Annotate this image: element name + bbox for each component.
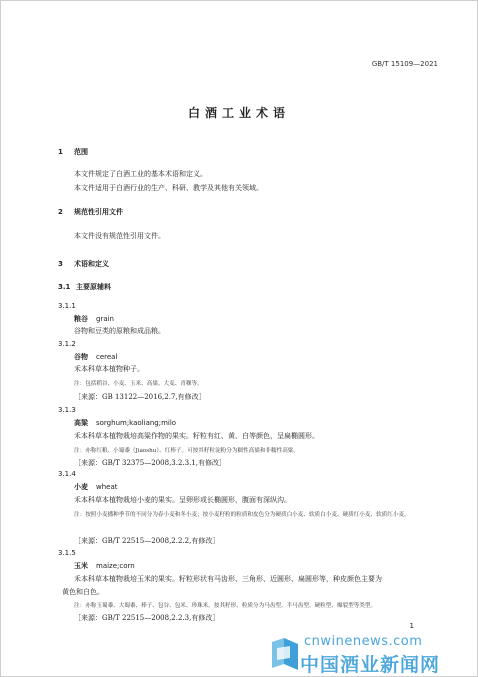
page-number: 1 [409,622,414,630]
term-note: 注：亦称玉蜀黍、大蜀黍、棒子、包谷、包米、珍珠米。按其籽形、粒质分为马齿型、半马齿型、硬粒型、爆裂型等类型。 [74,603,377,609]
term-en: grain [96,315,114,323]
term-note: 注：亦称红粮、小蜀黍（Jiaoshu）、红棒子。可按其籽粒淀粉分为糯性高粱和非糯性高粱。 [74,448,299,454]
watermark-site-name: 中国酒业新闻网 [300,654,441,676]
scope-paragraph-2: 本文件适用于白酒行业的生产、科研、教学及其他有关领域。 [74,184,263,192]
section-number: 1 [58,148,63,156]
term-definition-line-1: 禾本科草本植物栽培玉米的果实。籽粒形状有马齿形、三角形、近圆形、扁圆形等，种皮颜色主要为 [74,575,382,583]
term-source: ［来源：GB/T 32375—2008,3.2.3.1,有修改］ [74,459,227,467]
term-heading [74,418,176,428]
term-source: ［来源：GB 13122—2016,2.7,有修改］ [74,393,206,401]
term-heading [74,561,135,571]
normref-paragraph: 本文件没有规范性引用文件。 [74,232,165,240]
subsection-title: 主要原辅料 [76,283,111,291]
section-heading-1 [58,147,88,157]
section-heading-2 [58,207,123,217]
term-zh: 玉米 [74,561,88,570]
term-note: 注：包括稻谷、小麦、玉米、高粱、大麦、青稞等。 [74,381,203,387]
term-definition: 禾本科草本植物栽培高粱作物的果实。籽粒有红、黄、白等颜色，呈扁椭圆形。 [74,432,319,440]
subsection-number: 3.1 [58,283,71,291]
term-definition-line-2: 黄色和白色。 [62,588,104,596]
term-definition: 谷物和豆类的原粮和成品粮。 [74,327,165,335]
term-en: sorghum;kaoliang;milo [96,419,177,427]
section-title: 规范性引用文件 [74,208,123,216]
section-title: 范围 [74,148,88,156]
term-number: 3.1.4 [58,470,76,478]
section-number: 2 [58,208,63,216]
document-title: 白酒工业术语 [187,106,290,120]
term-zh: 高粱 [74,418,88,427]
term-number: 3.1.3 [58,406,76,414]
term-heading [74,352,117,362]
scope-paragraph-1: 本文件规定了白酒工业的基本术语和定义。 [74,170,207,178]
term-number: 3.1.5 [58,549,76,557]
term-source: ［来源：GB/T 22515—2008,2.2.3,有修改］ [74,614,220,622]
subsection-heading [58,282,111,292]
term-zh: 谷物 [74,352,88,361]
section-title: 术语和定义 [74,260,109,268]
watermark-logo-icon [268,634,302,672]
term-definition: 禾本科草本植物栽培小麦的果实。呈卵形或长椭圆形，腹面有深纵沟。 [74,496,291,504]
term-definition: 禾本科草本植物种子。 [74,365,144,373]
term-en: maize;corn [96,562,135,570]
term-en: wheat [96,483,118,491]
section-heading-3 [58,259,109,269]
term-heading [74,314,114,324]
term-note: 注：按照小麦播种季节的不同分为春小麦和冬小麦；按小麦籽粒的粒质和皮色分为硬质白小麦、软质白小麦、硬质红小麦、软质红小麦。 [74,512,410,518]
term-en: cereal [96,353,118,361]
term-zh: 粮谷 [74,314,88,323]
standard-number: GB/T 15109—2021 [371,60,438,68]
term-number: 3.1.2 [58,340,76,348]
term-number: 3.1.1 [58,302,76,310]
watermark-url: cnwinenews.com [304,634,423,649]
section-number: 3 [58,260,63,268]
term-zh: 小麦 [74,482,88,491]
term-heading [74,482,118,492]
term-source: ［来源：GB/T 22515—2008,2.2.2,有修改］ [74,537,220,545]
